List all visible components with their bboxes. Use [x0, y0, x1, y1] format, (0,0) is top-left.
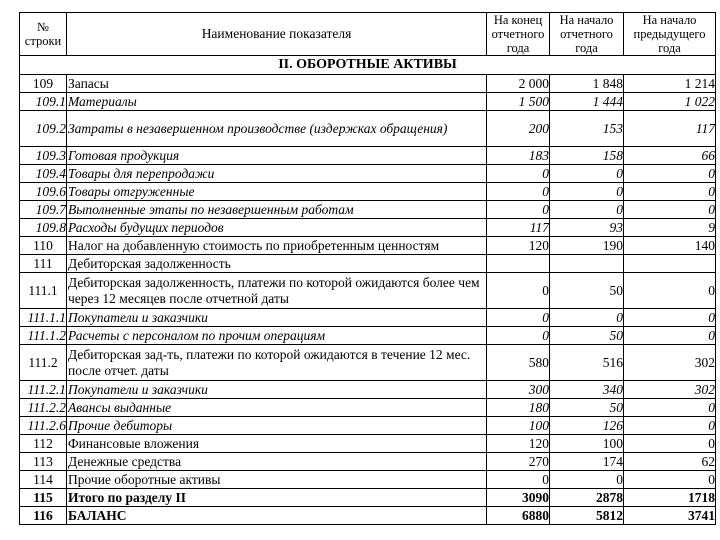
row-name: Товары для перепродажи: [67, 165, 487, 183]
row-start: 174: [550, 453, 624, 471]
row-name: Покупатели и заказчики: [67, 381, 487, 399]
row-start: 153: [550, 111, 624, 147]
table-row: [20, 219, 716, 237]
table-row: [20, 273, 716, 309]
row-end: 200: [487, 111, 550, 147]
row-start: 93: [550, 219, 624, 237]
row-end: 3090: [487, 489, 550, 507]
row-name: Готовая продукция: [67, 147, 487, 165]
table-row: [20, 255, 716, 273]
row-end: 117: [487, 219, 550, 237]
row-prev: 0: [624, 417, 716, 435]
table-row: [20, 453, 716, 471]
row-start: 50: [550, 327, 624, 345]
row-name: Расходы будущих периодов: [67, 219, 487, 237]
row-end: 0: [487, 327, 550, 345]
row-start: 0: [550, 201, 624, 219]
row-code: 111.2.2: [20, 399, 67, 417]
row-name: Выполненные этапы по незавершенным работам: [67, 201, 487, 219]
row-start: 158: [550, 147, 624, 165]
row-name: Дебиторская зад-ть, платежи по которой ожидаются в течение 12 мес. после отчет. даты: [67, 345, 487, 381]
table-row: [20, 75, 716, 93]
row-code: 111.1.2: [20, 327, 67, 345]
row-name: Финансовые вложения: [67, 435, 487, 453]
row-end: 0: [487, 201, 550, 219]
row-name: Затраты в незавершенном производстве (издержках обращения): [67, 111, 487, 147]
row-end: 0: [487, 183, 550, 201]
row-start: 0: [550, 183, 624, 201]
table-row: [20, 417, 716, 435]
table-row: [20, 399, 716, 417]
row-code: 109.1: [20, 93, 67, 111]
row-code: 115: [20, 489, 67, 507]
row-start: 190: [550, 237, 624, 255]
row-prev: 0: [624, 273, 716, 309]
row-code: 109.3: [20, 147, 67, 165]
row-end: 100: [487, 417, 550, 435]
row-code: 109.8: [20, 219, 67, 237]
row-prev: 117: [624, 111, 716, 147]
row-prev: 0: [624, 327, 716, 345]
row-start: [550, 255, 624, 273]
row-prev: 9: [624, 219, 716, 237]
row-start: 0: [550, 165, 624, 183]
row-end: 6880: [487, 507, 550, 525]
row-code: 111.2.1: [20, 381, 67, 399]
row-name: Авансы выданные: [67, 399, 487, 417]
row-start: 0: [550, 309, 624, 327]
header-name: Наименование показателя: [67, 13, 487, 56]
header-row: [20, 13, 716, 56]
row-name: Запасы: [67, 75, 487, 93]
row-prev: 302: [624, 345, 716, 381]
row-code: 111.2: [20, 345, 67, 381]
section-row: [20, 56, 716, 75]
row-code: 109.2: [20, 111, 67, 147]
row-name: Дебиторская задолженность: [67, 255, 487, 273]
table-row: [20, 201, 716, 219]
table-row: [20, 111, 716, 147]
row-name: Итого по разделу II: [67, 489, 487, 507]
header-start: На начало отчетного года: [550, 13, 624, 56]
row-prev: 1 214: [624, 75, 716, 93]
row-code: 111.1.1: [20, 309, 67, 327]
row-end: 180: [487, 399, 550, 417]
row-end: 1 500: [487, 93, 550, 111]
row-code: 110: [20, 237, 67, 255]
row-name: Денежные средства: [67, 453, 487, 471]
row-name: Налог на добавленную стоимость по приобретенным ценностям: [67, 237, 487, 255]
row-name: Товары отгруженные: [67, 183, 487, 201]
row-code: 109.4: [20, 165, 67, 183]
row-end: 0: [487, 471, 550, 489]
row-prev: 0: [624, 201, 716, 219]
row-code: 109: [20, 75, 67, 93]
row-start: 50: [550, 399, 624, 417]
row-start: 0: [550, 471, 624, 489]
row-end: 183: [487, 147, 550, 165]
row-code: 109.6: [20, 183, 67, 201]
table-row: [20, 147, 716, 165]
row-code: 114: [20, 471, 67, 489]
row-prev: 66: [624, 147, 716, 165]
row-name: БАЛАНС: [67, 507, 487, 525]
row-name: Прочие дебиторы: [67, 417, 487, 435]
row-prev: 1718: [624, 489, 716, 507]
row-start: 100: [550, 435, 624, 453]
table-row: [20, 489, 716, 507]
row-code: 113: [20, 453, 67, 471]
row-start: 1 444: [550, 93, 624, 111]
row-code: 111.2.6: [20, 417, 67, 435]
row-prev: 0: [624, 165, 716, 183]
table-row: [20, 507, 716, 525]
row-code: 111: [20, 255, 67, 273]
table-row: [20, 327, 716, 345]
row-prev: 0: [624, 435, 716, 453]
row-code: 112: [20, 435, 67, 453]
row-start: 2878: [550, 489, 624, 507]
section-title: II. ОБОРОТНЫЕ АКТИВЫ: [20, 56, 716, 75]
table-row: [20, 237, 716, 255]
row-prev: 0: [624, 399, 716, 417]
table-row: [20, 165, 716, 183]
row-start: 340: [550, 381, 624, 399]
row-start: 5812: [550, 507, 624, 525]
table-row: [20, 471, 716, 489]
row-prev: 140: [624, 237, 716, 255]
row-prev: 0: [624, 309, 716, 327]
header-end: На конец отчетного года: [487, 13, 550, 56]
table-row: [20, 93, 716, 111]
table-row: [20, 435, 716, 453]
row-code: 116: [20, 507, 67, 525]
row-name: Материалы: [67, 93, 487, 111]
row-prev: 1 022: [624, 93, 716, 111]
row-end: 580: [487, 345, 550, 381]
row-end: 0: [487, 309, 550, 327]
header-code: № строки: [20, 13, 67, 56]
row-end: 2 000: [487, 75, 550, 93]
row-name: Дебиторская задолженность, платежи по которой ожидаются более чем через 12 месяцев после отчетной даты: [67, 273, 487, 309]
row-prev: [624, 255, 716, 273]
header-prev: На начало предыдущего года: [624, 13, 716, 56]
row-prev: 0: [624, 471, 716, 489]
balance-table: [19, 12, 716, 525]
table-row: [20, 381, 716, 399]
row-end: 120: [487, 435, 550, 453]
row-prev: 62: [624, 453, 716, 471]
row-start: 50: [550, 273, 624, 309]
row-prev: 302: [624, 381, 716, 399]
row-prev: 0: [624, 183, 716, 201]
row-name: Прочие оборотные активы: [67, 471, 487, 489]
row-code: 109.7: [20, 201, 67, 219]
row-start: 516: [550, 345, 624, 381]
row-end: [487, 255, 550, 273]
row-end: 270: [487, 453, 550, 471]
row-prev: 3741: [624, 507, 716, 525]
row-name: Расчеты с персоналом по прочим операциям: [67, 327, 487, 345]
row-name: Покупатели и заказчики: [67, 309, 487, 327]
table-row: [20, 345, 716, 381]
row-end: 0: [487, 273, 550, 309]
row-end: 120: [487, 237, 550, 255]
row-start: 126: [550, 417, 624, 435]
table-row: [20, 183, 716, 201]
row-code: 111.1: [20, 273, 67, 309]
row-end: 0: [487, 165, 550, 183]
table-row: [20, 309, 716, 327]
row-end: 300: [487, 381, 550, 399]
row-start: 1 848: [550, 75, 624, 93]
